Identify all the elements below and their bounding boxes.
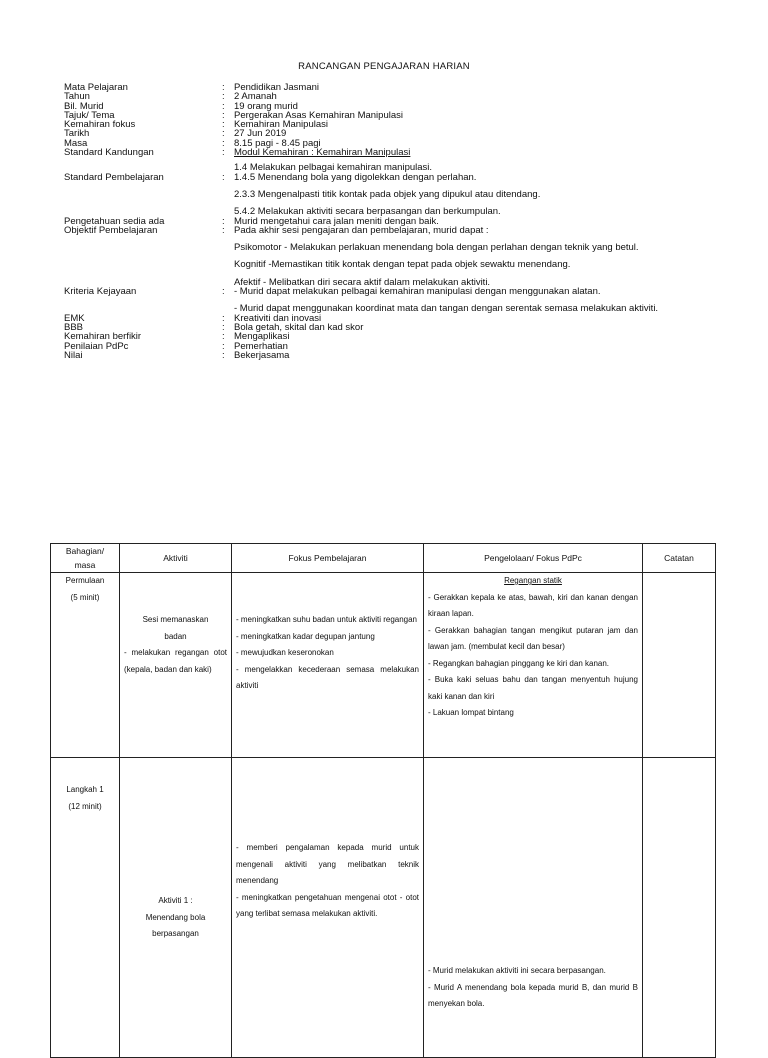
info-value: Modul Kemahiran : Kemahiran Manipulasi [234,147,411,159]
sp-item: 2.3.3 Mengenalpasti titik kontak pada objek yang dipukul atau ditendang. [234,188,541,200]
sp-label: Standard Pembelajaran [64,171,164,183]
kk-label: Kriteria Kejayaan [64,286,137,298]
info-row [64,120,704,129]
info-colon: : [222,171,225,183]
spacer [55,758,115,782]
info-value: Pergerakan Asas Kemahiran Manipulasi [234,109,403,121]
organization-title: Regangan statik [504,576,562,585]
focus-item: - meningkatkan suhu badan untuk aktiviti regangan [236,615,418,624]
section-name: Langkah 1 [66,785,104,794]
info-colon: : [222,349,225,361]
info-colon: : [222,147,225,159]
info-label: EMK [64,312,85,324]
spacer [124,758,227,893]
catatan-cell [643,573,716,758]
info-value: Bekerjasama [234,349,290,361]
info-colon: : [222,331,225,343]
info-value: Murid mengetahui cara jalan meniti dengan baik. [234,215,439,227]
fokus-cell [232,573,424,758]
info-row [64,323,704,332]
section-duration: (5 minit) [70,592,100,602]
info-colon: : [222,215,225,227]
sp-item: 1.4.5 Menendang bola yang digolekkan dengan perlahan. [234,171,477,183]
info-label: Masa [64,137,88,149]
info-label: Tajuk/ Tema [64,109,115,121]
info-label: Kemahiran berfikir [64,331,142,343]
spacer [124,573,227,612]
blank-label [64,243,222,252]
info-value: 27 Jun 2019 [234,128,287,140]
info-value: 19 orang murid [234,100,298,112]
info-value: Kemahiran Manipulasi [234,119,328,131]
sp-row [64,173,704,182]
info-colon: : [222,82,225,93]
info-row [64,92,704,101]
info-value: Pada akhir sesi pengajaran dan pembelajaran, murid dapat : [234,224,489,236]
column-header: Bahagian/ masa [51,544,120,573]
info-value: Mengaplikasi [234,331,290,343]
bahagian-cell [51,758,120,1058]
info-colon: : [222,109,225,121]
organization-item: - Gerakkan kepala ke atas, bawah, kiri dan kanan dengan kiraan lapan. [428,592,638,618]
info-row [64,111,704,120]
objective-item: Kognitif -Memastikan titik kontak dengan tepat pada objek sewaktu menendang. [234,259,571,271]
info-colon: : [222,119,225,131]
document-title: RANCANGAN PENGAJARAN HARIAN [298,61,470,72]
info-colon: : [222,286,225,298]
organization-item: - Lakuan lompat bintang [428,708,514,717]
info-colon: : [222,128,225,140]
blank-label [64,260,222,269]
info-row [64,351,704,360]
spacer [428,758,638,963]
column-header: Fokus Pembelajaran [232,544,424,573]
activity-desc: Menendang bola berpasangan [145,912,206,938]
info-colon: : [222,100,225,112]
objective-item: Psikomotor - Melakukan perlakuan menendang bola dengan perlahan dengan teknik yang betul. [234,242,639,254]
info-label: Nilai [64,349,83,361]
info-label: BBB [64,321,84,333]
info-row [64,148,704,157]
focus-item: - meningkatkan pengetahuan mengenai otot - otot yang terlibat semasa melakukan aktiviti. [236,892,419,918]
info-label: Pengetahuan sedia ada [64,215,165,227]
activity-title: badan [164,631,187,641]
sp-row [64,190,704,199]
info-row [64,314,704,323]
column-header: Catatan [643,544,716,573]
info-label: Bil. Murid [64,100,104,112]
sp-item: 5.4.2 Melakukan aktiviti secara berpasangan dan berkumpulan. [234,206,501,218]
blank-colon [222,243,234,252]
objective-item: Afektif - Melibatkan diri secara aktif dalam melakukan aktiviti. [234,276,491,288]
focus-item: - mewujudkan keseronokan [236,648,334,657]
info-label: Tarikh [64,128,90,140]
info-value: 8.15 pagi - 8.45 pagi [234,137,321,149]
info-label: Penilaian PdPc [64,340,129,352]
info-colon: : [222,321,225,333]
info-row [64,129,704,138]
section-duration: (12 minit) [68,801,102,811]
kk-item: - Murid dapat melakukan pelbagai kemahiran manipulasi dengan menggunakan alatan. [234,286,601,298]
objective-row [64,243,704,252]
pengelolaan-cell [424,758,643,1058]
kk-row [64,304,704,313]
organization-item: - Murid melakukan aktiviti ini secara berpasangan. [428,966,606,975]
spacer [236,758,419,840]
info-value: 2 Amanah [234,91,277,103]
table-row [51,758,716,1058]
aktiviti-cell [120,573,232,758]
info-value: Pemerhatian [234,340,288,352]
activity-desc: - melakukan regangan otot (kepala, badan dan kaki) [124,648,227,674]
aktiviti-cell [120,758,232,1058]
info-row [64,226,704,235]
organization-item: - Murid A menendang bola kepada murid B, dan murid B menyekan bola. [428,982,638,1008]
bahagian-cell [51,573,120,758]
info-colon: : [222,312,225,324]
blank-label [64,304,222,313]
info-label: Tahun [64,91,90,103]
lesson-info [64,83,704,360]
info-colon: : [222,91,225,103]
focus-item: - memberi pengalaman kepada murid untuk mengenali aktiviti yang melibatkan teknik menendang [236,843,419,885]
fokus-cell [232,758,424,1058]
blank-label [64,190,222,199]
info-row [64,332,704,341]
info-value: Bola getah, skital dan kad skor [234,321,364,333]
info-label: Objektif Pembelajaran [64,224,158,236]
info-colon: : [222,137,225,149]
activity-title: Sesi memanaskan [142,615,209,624]
activity-title: Aktiviti 1 : [158,896,193,905]
pengelolaan-cell [424,573,643,758]
blank-colon [222,260,234,269]
info-colon: : [222,224,225,236]
spacer [236,573,419,612]
organization-item: - Gerakkan bahagian tangan mengikut putaran jam dan lawan jam. (membulat kecil dan besar) [428,625,638,651]
info-value: Kreativiti dan inovasi [234,312,322,324]
info-row [64,342,704,351]
kk-row [64,287,704,296]
table-row [51,573,716,758]
organization-item: - Buka kaki seluas bahu dan tangan menyentuh hujung kaki kanan dan kiri [428,675,638,701]
organization-item: - Regangkan bahagian pinggang ke kiri dan kanan. [428,658,610,668]
info-label: Mata Pelajaran [64,82,128,93]
lesson-plan-table [50,543,716,1058]
info-colon: : [222,340,225,352]
sp-item: 1.4 Melakukan pelbagai kemahiran manipulasi. [234,162,433,174]
catatan-cell [643,758,716,1058]
info-label: Standard Kandungan [64,147,154,159]
table-header-row [51,544,716,573]
section-name: Permulaan [65,576,105,585]
focus-item: - meningkatkan kadar degupan jantung [236,631,375,641]
column-header: Pengelolaan/ Fokus PdPc [424,544,643,573]
info-label: Kemahiran fokus [64,119,136,131]
column-header: Aktiviti [120,544,232,573]
kk-item: - Murid dapat menggunakan koordinat mata dan tangan dengan serentak semasa melakukan aktiviti. [234,303,659,315]
focus-item: - mengelakkan kecederaan semasa melakukan aktiviti [236,664,419,690]
info-value: Pendidikan Jasmani [234,82,320,93]
objective-row [64,260,704,269]
blank-colon [222,190,234,199]
info-row [64,83,704,92]
